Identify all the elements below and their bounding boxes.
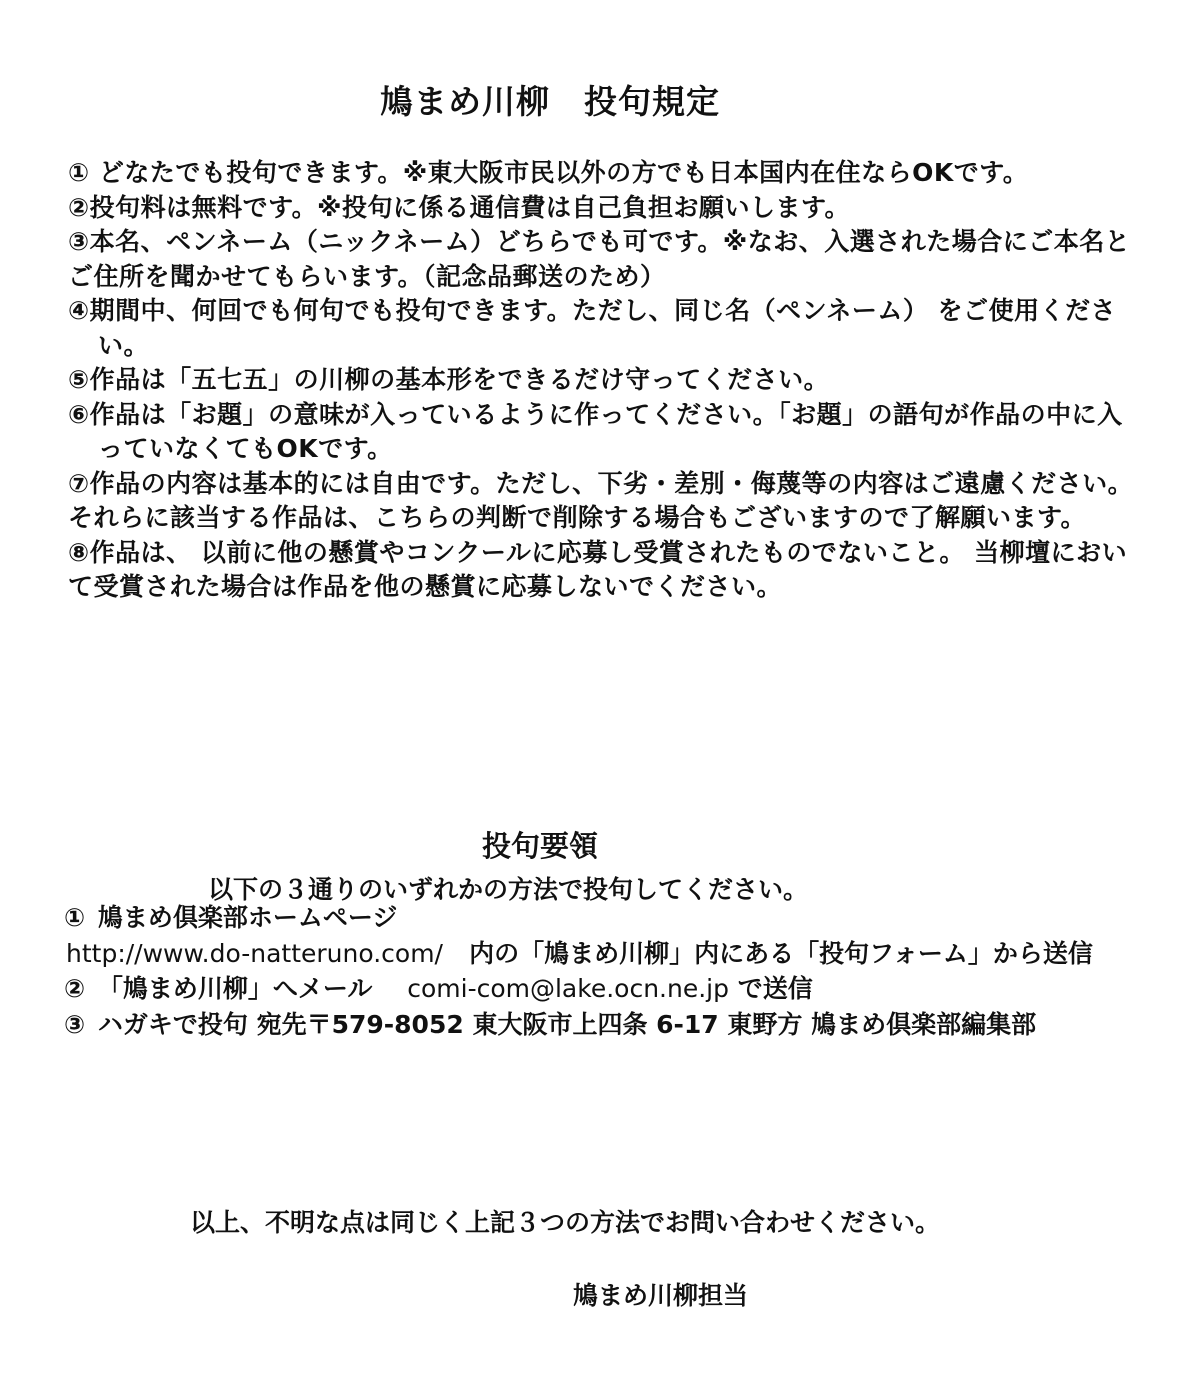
- submission-title: 投句要領: [481, 829, 598, 863]
- rule-item: ⑧作品は、 以前に他の懸賞やコンクールに応募し受賞されたものでないこと。 当柳壇において受賞された場合は作品を他の懸賞に応募しないでください。: [68, 537, 1128, 601]
- method-label: 鳩まめ倶楽部ホームページ: [97, 903, 398, 932]
- rule-item: ④期間中、何回でも何句でも投句できます。ただし、同じ名（ペンネーム） をご使用ください。: [68, 296, 1117, 360]
- method-label: 「鳩まめ川柳」へメール: [97, 974, 373, 1003]
- rule-item: ②投句料は無料です。※投句に係る通信費は自己負担お願いします。: [68, 192, 850, 222]
- rule-item: ⑤作品は「五七五」の川柳の基本形をできるだけ守ってください。: [68, 365, 830, 394]
- method-postcard: [64, 1007, 1134, 1043]
- method-number: ①: [64, 903, 86, 932]
- submission-methods: [64, 900, 1134, 1042]
- method-text: 内の「鳩まめ川柳」内にある「投句フォーム」から送信: [469, 938, 1093, 968]
- method-text: で送信: [737, 974, 813, 1003]
- submission-intro: 以下の３通りのいずれかの方法で投句してください。: [208, 875, 809, 904]
- signature: 鳩まめ川柳担当: [573, 1281, 749, 1310]
- method-number: ②: [64, 974, 86, 1003]
- rule-item: ③本名、ペンネーム（ニックネーム）どちらでも可です。※なお、入選された場合にご本名とご住所を聞かせてもらいます。（記念品郵送のため）: [68, 227, 1131, 291]
- homepage-link[interactable]: http://www.do-natteruno.com/: [66, 938, 443, 968]
- page-title: 鳩まめ川柳 投句規定: [380, 82, 720, 121]
- closing-note: 以上、不明な点は同じく上記３つの方法でお問い合わせください。: [190, 1208, 941, 1237]
- rule-item: ⑥作品は「お題」の意味が入っているように作ってください。「お題」の語句が作品の中に入っていなくてもOKです。: [68, 399, 1123, 463]
- rules-list: [68, 156, 1148, 605]
- method-email: [64, 971, 1134, 1007]
- email-link[interactable]: comi-com@lake.ocn.ne.jp: [407, 974, 729, 1003]
- method-url-line: [66, 936, 1134, 972]
- rule-item: ⑦作品の内容は基本的には自由です。ただし、下劣・差別・侮蔑等の内容はご遠慮ください。それらに該当する作品は、こちらの判断で削除する場合もございますので了解願います。: [68, 468, 1134, 532]
- method-homepage: [64, 900, 1134, 971]
- method-text: ハガキで投句 宛先〒579-8052 東大阪市上四条 6-17 東野方 鳩まめ倶楽部編集部: [97, 1009, 1037, 1039]
- method-number: ③: [64, 1009, 86, 1039]
- rule-item: ① どなたでも投句できます。※東大阪市民以外の方でも日本国内在住ならOKです。: [68, 158, 1029, 187]
